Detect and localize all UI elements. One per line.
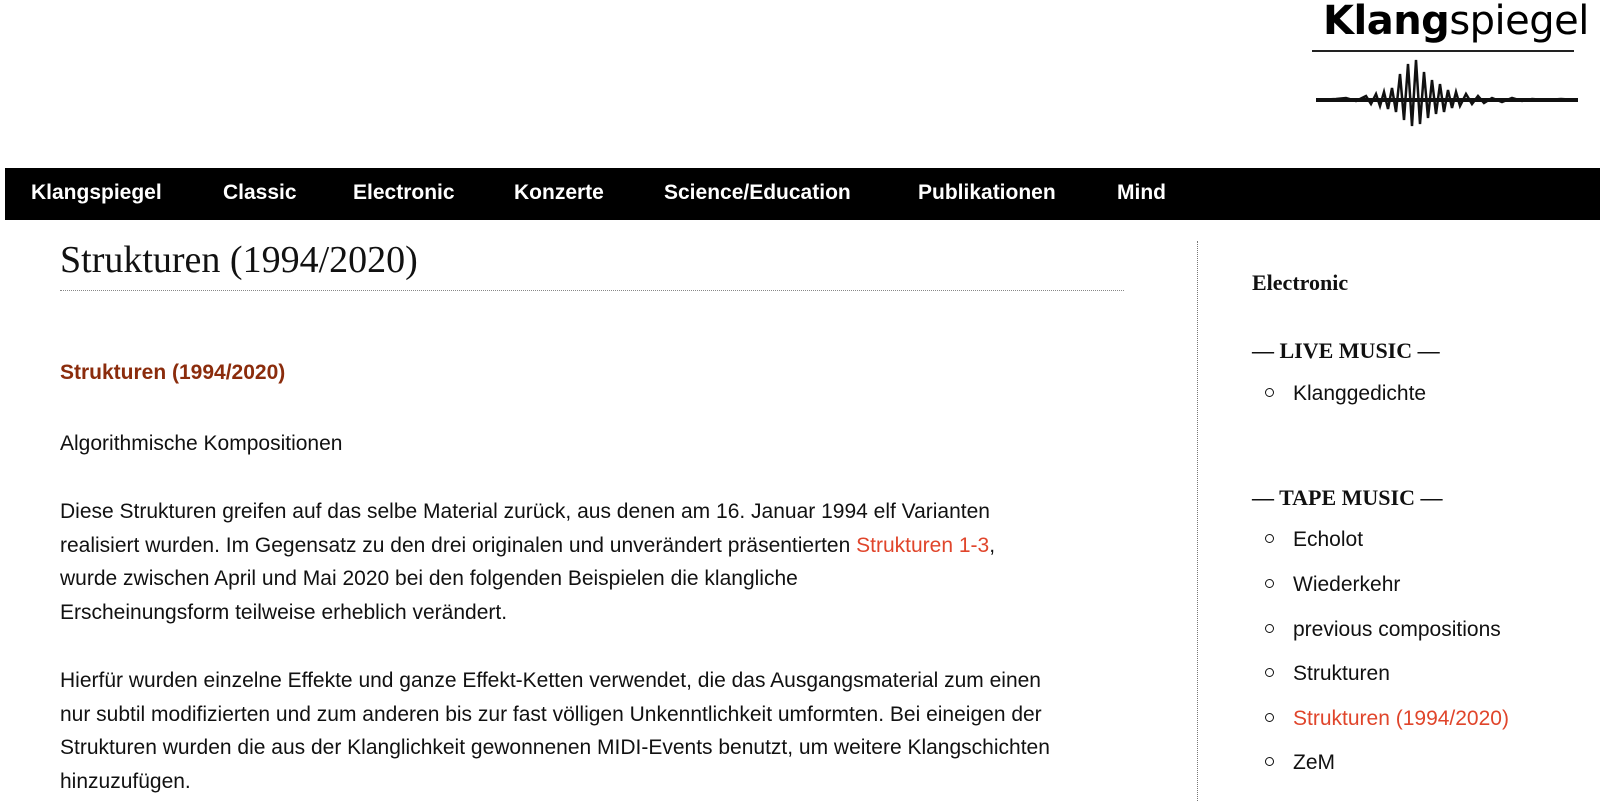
nav-item-classic[interactable]: Classic bbox=[223, 181, 297, 204]
sidebar-item-wiederkehr[interactable]: Wiederkehr bbox=[1252, 573, 1400, 597]
bullet-icon bbox=[1265, 757, 1274, 766]
bullet-icon bbox=[1265, 534, 1274, 543]
logo-underline bbox=[1312, 50, 1574, 52]
sidebar-item-strukturen-1994-2020[interactable]: Strukturen (1994/2020) bbox=[1252, 707, 1509, 731]
nav-item-mind[interactable]: Mind bbox=[1117, 181, 1166, 204]
tape-music-heading: — TAPE MUSIC — bbox=[1252, 485, 1443, 510]
bullet-icon bbox=[1265, 388, 1274, 397]
bullet-icon bbox=[1265, 713, 1274, 722]
main-nav bbox=[5, 168, 1600, 220]
bullet-icon bbox=[1265, 624, 1274, 633]
title-divider bbox=[60, 290, 1124, 291]
page-title: Strukturen (1994/2020) bbox=[60, 239, 418, 281]
paragraph-2: Hierfür wurden einzelne Effekte und ganze Effekt-Ketten verwendet, die das Ausgangsmaterial zum einen nur subtil modifizierten und zum anderen bis zur fast völligen Unkenntlichkeit umformten. Bei eineigen der Strukturen wurden die aus der Klanglichkeit gewonnenen MIDI-Events benutzt, um weitere Klangschichten hinzuzufügen. bbox=[60, 669, 1050, 793]
sidebar-item-klanggedichte[interactable]: Klanggedichte bbox=[1252, 382, 1426, 406]
logo-wordmark: Klangspiegel bbox=[1323, 0, 1589, 44]
nav-item-science-education[interactable]: Science/Education bbox=[664, 181, 851, 204]
site-logo[interactable] bbox=[1312, 0, 1589, 135]
intro-text: Algorithmische Kompositionen bbox=[60, 432, 343, 455]
strukturen-1-3-link[interactable]: Strukturen 1-3 bbox=[856, 533, 990, 557]
nav-item-publikationen[interactable]: Publikationen bbox=[918, 181, 1056, 204]
nav-item-electronic[interactable]: Electronic bbox=[353, 181, 455, 204]
bullet-icon bbox=[1265, 579, 1274, 588]
sidebar-item-strukturen[interactable]: Strukturen bbox=[1252, 662, 1390, 686]
live-music-heading: — LIVE MUSIC — bbox=[1252, 338, 1440, 363]
waveform-icon bbox=[1316, 54, 1578, 134]
nav-item-konzerte[interactable]: Konzerte bbox=[514, 181, 604, 204]
sidebar-heading: Electronic bbox=[1252, 270, 1349, 295]
sidebar-item-zem[interactable]: ZeM bbox=[1252, 751, 1335, 775]
nav-item-klangspiegel[interactable]: Klangspiegel bbox=[31, 181, 162, 204]
article-subtitle: Strukturen (1994/2020) bbox=[60, 361, 286, 384]
paragraph-1: Diese Strukturen greifen auf das selbe Material zurück, aus denen am 16. Januar 1994 elf Varianten realisiert wurden. Im Gegensatz zu den drei originalen und unverändert präsentierten Strukturen 1-3, wurde zwischen April und Mai 2020 bei den folgenden Beispielen die klangliche Erscheinungsform teilweise erheblich verändert. bbox=[60, 500, 996, 624]
sidebar-divider bbox=[1197, 241, 1198, 801]
bullet-icon bbox=[1265, 668, 1274, 677]
sidebar-item-previous-compositions[interactable]: previous compositions bbox=[1252, 618, 1501, 642]
sidebar-item-echolot[interactable]: Echolot bbox=[1252, 528, 1363, 552]
